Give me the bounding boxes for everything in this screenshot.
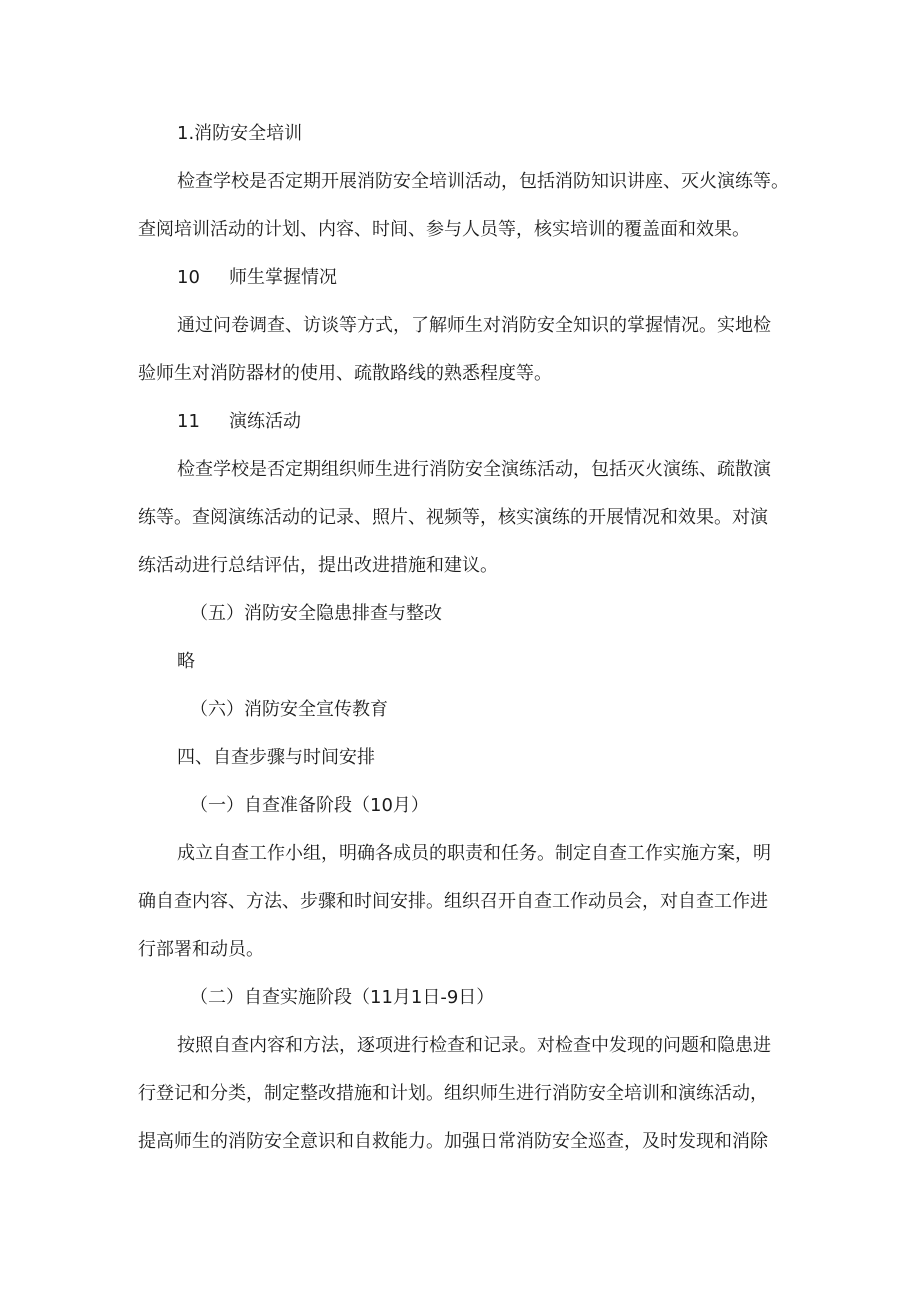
hazard-heading: （五）消防安全隐患排查与整改	[190, 603, 442, 624]
drill-line-1: 检查学校是否定期组织师生进行消防安全演练活动，包括灭火演练、疏散演	[177, 459, 771, 480]
fire-training-line-1: 检查学校是否定期开展消防安全培训活动，包括消防知识讲座、灭火演练等。	[177, 171, 789, 192]
impl-heading: （二）自查实施阶段（11月1日-9日）	[190, 987, 495, 1008]
drill-title: 演练活动	[229, 411, 301, 432]
mastery-title: 师生掌握情况	[229, 267, 337, 288]
drill-line-3: 练活动进行总结评估，提出改进措施和建议。	[138, 555, 498, 576]
drill-number: 11	[177, 411, 200, 432]
mastery-line-2: 验师生对消防器材的使用、疏散路线的熟悉程度等。	[138, 363, 552, 384]
drill-heading	[177, 410, 301, 434]
prep-line-1: 成立自查工作小组，明确各成员的职责和任务。制定自查工作实施方案，明	[177, 843, 771, 864]
drill-line-2: 练等。查阅演练活动的记录、照片、视频等，核实演练的开展情况和效果。对演	[138, 507, 768, 528]
impl-line-2: 行登记和分类，制定整改措施和计划。组织师生进行消防安全培训和演练活动，	[138, 1083, 768, 1104]
fire-training-heading: 1.消防安全培训	[177, 123, 303, 144]
fire-training-line-2: 查阅培训活动的计划、内容、时间、参与人员等，核实培训的覆盖面和效果。	[138, 219, 750, 240]
mastery-heading	[177, 266, 337, 290]
impl-line-3: 提高师生的消防安全意识和自救能力。加强日常消防安全巡查，及时发现和消除	[138, 1131, 768, 1152]
prep-line-2: 确自查内容、方法、步骤和时间安排。组织召开自查工作动员会，对自查工作进	[138, 891, 768, 912]
publicity-heading: （六）消防安全宣传教育	[190, 699, 388, 720]
prep-heading: （一）自查准备阶段（10月）	[190, 795, 429, 816]
mastery-number: 10	[177, 267, 200, 288]
impl-line-1: 按照自查内容和方法，逐项进行检查和记录。对检查中发现的问题和隐患进	[177, 1035, 771, 1056]
mastery-line-1: 通过问卷调查、访谈等方式，了解师生对消防安全知识的掌握情况。实地检	[177, 315, 771, 336]
prep-line-3: 行部署和动员。	[138, 939, 264, 960]
hazard-body: 略	[177, 651, 195, 672]
steps-heading: 四、自查步骤与时间安排	[177, 747, 375, 768]
